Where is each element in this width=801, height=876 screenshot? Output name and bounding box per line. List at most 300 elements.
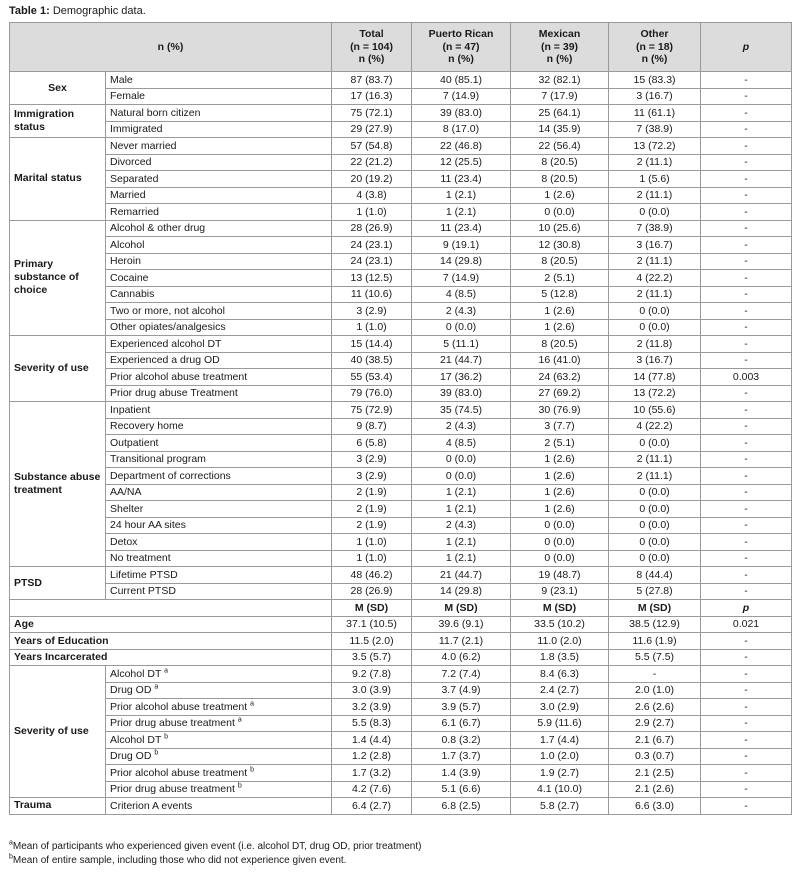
row-item: Recovery home: [106, 418, 332, 435]
value-cell: 1.4 (4.4): [332, 732, 412, 749]
value-cell: 6.6 (3.0): [609, 798, 701, 815]
table-row: [10, 435, 792, 452]
value-cell: 1 (2.1): [412, 204, 511, 221]
row-item-text: Prior drug abuse treatment: [110, 783, 235, 796]
value-cell: 75 (72.1): [332, 105, 412, 122]
msd-header-cell: M (SD): [332, 600, 412, 617]
value-cell: 8 (20.5): [511, 336, 609, 353]
value-cell: 1.7 (3.7): [412, 748, 511, 765]
footnote-marker: a: [250, 700, 254, 708]
value-cell: 33.5 (10.2): [511, 616, 609, 633]
footnote-marker: b: [164, 733, 168, 741]
row-item: Outpatient: [106, 435, 332, 452]
row-item: Department of corrections: [106, 468, 332, 485]
p-value-cell: -: [701, 187, 792, 204]
header-other: Other (n = 18) n (%): [609, 23, 701, 72]
row-item-text: Drug OD: [110, 750, 152, 763]
row-item: Inpatient: [106, 402, 332, 419]
p-value-cell: -: [701, 534, 792, 551]
value-cell: 14 (29.8): [412, 583, 511, 600]
value-cell: 0 (0.0): [609, 550, 701, 567]
p-value-cell: -: [701, 253, 792, 270]
p-value-cell: -: [701, 88, 792, 105]
p-value-cell: -: [701, 765, 792, 782]
value-cell: 11 (23.4): [412, 220, 511, 237]
value-cell: 24 (63.2): [511, 369, 609, 386]
table-row: [10, 649, 792, 666]
row-item: Current PTSD: [106, 583, 332, 600]
value-cell: 14 (77.8): [609, 369, 701, 386]
table-row: [10, 352, 792, 369]
value-cell: 35 (74.5): [412, 402, 511, 419]
row-item: 24 hour AA sites: [106, 517, 332, 534]
group-label: Severity of use: [10, 336, 106, 402]
value-cell: 4 (22.2): [609, 270, 701, 287]
value-cell: 8.4 (6.3): [511, 666, 609, 683]
value-cell: 27 (69.2): [511, 385, 609, 402]
footnote-a: [9, 840, 421, 854]
p-value-cell: -: [701, 550, 792, 567]
p-value-cell: -: [701, 237, 792, 254]
footnote-marker: b: [250, 766, 254, 774]
value-cell: 4.2 (7.6): [332, 781, 412, 798]
value-cell: 2 (11.1): [609, 154, 701, 171]
table-row: [10, 798, 792, 815]
value-cell: 1 (2.6): [511, 187, 609, 204]
value-cell: 28 (26.9): [332, 583, 412, 600]
p-value-cell: -: [701, 336, 792, 353]
value-cell: 28 (26.9): [332, 220, 412, 237]
value-cell: 6.8 (2.5): [412, 798, 511, 815]
value-cell: 22 (46.8): [412, 138, 511, 155]
value-cell: 4.1 (10.0): [511, 781, 609, 798]
value-cell: 2 (11.1): [609, 286, 701, 303]
table-row: [10, 138, 792, 155]
footnote-marker: b: [154, 749, 159, 757]
value-cell: 1 (1.0): [332, 534, 412, 551]
value-cell: 1 (2.6): [511, 303, 609, 320]
table-row: [10, 748, 792, 765]
value-cell: 7.2 (7.4): [412, 666, 511, 683]
p-value-cell: -: [701, 402, 792, 419]
row-item: Experienced alcohol DT: [106, 336, 332, 353]
value-cell: 3.5 (5.7): [332, 649, 412, 666]
p-value-cell: -: [701, 352, 792, 369]
msd-header-p: p: [701, 600, 792, 617]
msd-header-cell: M (SD): [412, 600, 511, 617]
row-item: Natural born citizen: [106, 105, 332, 122]
row-item-text: Alcohol DT: [110, 667, 162, 680]
value-cell: 11.5 (2.0): [332, 633, 412, 650]
value-cell: 2 (1.9): [332, 484, 412, 501]
value-cell: 0 (0.0): [511, 204, 609, 221]
p-value-cell: -: [701, 501, 792, 518]
p-value-cell: -: [701, 484, 792, 501]
p-value-cell: -: [701, 633, 792, 650]
value-cell: 2 (11.1): [609, 451, 701, 468]
value-cell: 1.8 (3.5): [511, 649, 609, 666]
table-row: [10, 666, 792, 683]
footnote-a-text: Mean of participants who experienced given event (i.e. alcohol DT, drug OD, prior treatment): [12, 841, 422, 852]
value-cell: 3 (2.9): [332, 451, 412, 468]
msd-header-row: [10, 600, 792, 617]
value-cell: 1 (1.0): [332, 204, 412, 221]
table-row: [10, 336, 792, 353]
p-value-cell: -: [701, 666, 792, 683]
table-row: [10, 220, 792, 237]
row-item: [106, 715, 332, 732]
row-item: Separated: [106, 171, 332, 188]
group-label: Sex: [10, 72, 106, 105]
value-cell: 1.2 (2.8): [332, 748, 412, 765]
table-row: [10, 765, 792, 782]
value-cell: 5.5 (7.5): [609, 649, 701, 666]
table-row: [10, 204, 792, 221]
value-cell: 1 (2.6): [511, 484, 609, 501]
value-cell: 5 (11.1): [412, 336, 511, 353]
group-label: PTSD: [10, 567, 106, 600]
value-cell: 1 (2.1): [412, 484, 511, 501]
value-cell: 5.5 (8.3): [332, 715, 412, 732]
msd-header-blank: [10, 600, 332, 617]
value-cell: 79 (76.0): [332, 385, 412, 402]
value-cell: 24 (23.1): [332, 237, 412, 254]
p-value-cell: -: [701, 204, 792, 221]
p-value-cell: -: [701, 72, 792, 89]
value-cell: 2.6 (2.6): [609, 699, 701, 716]
value-cell: 11 (61.1): [609, 105, 701, 122]
value-cell: 9 (8.7): [332, 418, 412, 435]
footnote-marker: a: [164, 667, 168, 675]
value-cell: 24 (23.1): [332, 253, 412, 270]
table-row: [10, 88, 792, 105]
p-value-cell: -: [701, 121, 792, 138]
value-cell: 5.1 (6.6): [412, 781, 511, 798]
value-cell: 2 (11.1): [609, 468, 701, 485]
table-row: [10, 187, 792, 204]
value-cell: 0 (0.0): [609, 435, 701, 452]
value-cell: 2.0 (1.0): [609, 682, 701, 699]
value-cell: 2.1 (6.7): [609, 732, 701, 749]
table-row: [10, 468, 792, 485]
row-item-text: Prior alcohol abuse treatment: [110, 766, 248, 779]
row-item: Other opiates/analgesics: [106, 319, 332, 336]
row-item: [106, 748, 332, 765]
value-cell: 3.9 (5.7): [412, 699, 511, 716]
value-cell: 1 (2.1): [412, 534, 511, 551]
value-cell: 1 (2.6): [511, 468, 609, 485]
value-cell: 2.9 (2.7): [609, 715, 701, 732]
p-value-cell: -: [701, 732, 792, 749]
footnote-a-marker: a: [9, 839, 13, 847]
p-value-cell: -: [701, 138, 792, 155]
row-item: Transitional program: [106, 451, 332, 468]
value-cell: 2.1 (2.5): [609, 765, 701, 782]
value-cell: 1 (1.0): [332, 319, 412, 336]
value-cell: 19 (48.7): [511, 567, 609, 584]
value-cell: 25 (64.1): [511, 105, 609, 122]
value-cell: 0 (0.0): [412, 319, 511, 336]
table-row: [10, 105, 792, 122]
value-cell: 1 (2.1): [412, 187, 511, 204]
value-cell: 1.9 (2.7): [511, 765, 609, 782]
value-cell: 2 (4.3): [412, 517, 511, 534]
row-item: Divorced: [106, 154, 332, 171]
p-value-cell: -: [701, 748, 792, 765]
value-cell: 3.0 (2.9): [511, 699, 609, 716]
row-item: [106, 732, 332, 749]
value-cell: 7 (14.9): [412, 270, 511, 287]
value-cell: 38.5 (12.9): [609, 616, 701, 633]
value-cell: 2 (1.9): [332, 517, 412, 534]
row-item: No treatment: [106, 550, 332, 567]
p-value-cell: -: [701, 649, 792, 666]
table-row: [10, 286, 792, 303]
value-cell: 32 (82.1): [511, 72, 609, 89]
value-cell: 11.7 (2.1): [412, 633, 511, 650]
row-item: Prior alcohol abuse treatment: [106, 369, 332, 386]
table-row: [10, 451, 792, 468]
continuous-label: Age: [10, 616, 332, 633]
row-item: Shelter: [106, 501, 332, 518]
value-cell: 17 (36.2): [412, 369, 511, 386]
group-label: Primary substance of choice: [10, 220, 106, 336]
p-value-cell: -: [701, 583, 792, 600]
value-cell: 39.6 (9.1): [412, 616, 511, 633]
table-caption: [9, 5, 146, 17]
p-value-cell: -: [701, 699, 792, 716]
p-value-cell: -: [701, 435, 792, 452]
value-cell: 5.8 (2.7): [511, 798, 609, 815]
value-cell: 10 (25.6): [511, 220, 609, 237]
value-cell: 3 (16.7): [609, 88, 701, 105]
group-label: Immigration status: [10, 105, 106, 138]
table-row: [10, 732, 792, 749]
value-cell: 16 (41.0): [511, 352, 609, 369]
value-cell: 2.1 (2.6): [609, 781, 701, 798]
table-row: [10, 501, 792, 518]
table-row: [10, 171, 792, 188]
p-value-cell: 0.003: [701, 369, 792, 386]
value-cell: 0 (0.0): [609, 204, 701, 221]
value-cell: 0 (0.0): [412, 451, 511, 468]
p-value-cell: -: [701, 517, 792, 534]
group-label: Severity of use: [10, 666, 106, 798]
value-cell: 37.1 (10.5): [332, 616, 412, 633]
group-label: Marital status: [10, 138, 106, 221]
row-item: Lifetime PTSD: [106, 567, 332, 584]
row-item: [106, 699, 332, 716]
continuous-label: Years Incarcerated: [10, 649, 332, 666]
value-cell: 1.7 (3.2): [332, 765, 412, 782]
header-total: Total (n = 104) n (%): [332, 23, 412, 72]
p-value-cell: -: [701, 418, 792, 435]
value-cell: 2.4 (2.7): [511, 682, 609, 699]
value-cell: 7 (38.9): [609, 121, 701, 138]
value-cell: 8 (44.4): [609, 567, 701, 584]
p-value-cell: -: [701, 798, 792, 815]
p-value-cell: -: [701, 567, 792, 584]
value-cell: 22 (56.4): [511, 138, 609, 155]
value-cell: 39 (83.0): [412, 385, 511, 402]
value-cell: 3 (2.9): [332, 303, 412, 320]
demographic-table: [9, 22, 792, 815]
value-cell: 21 (44.7): [412, 567, 511, 584]
value-cell: 4 (3.8): [332, 187, 412, 204]
row-item: Two or more, not alcohol: [106, 303, 332, 320]
value-cell: 87 (83.7): [332, 72, 412, 89]
value-cell: 8 (20.5): [511, 171, 609, 188]
value-cell: 3.7 (4.9): [412, 682, 511, 699]
value-cell: 7 (14.9): [412, 88, 511, 105]
group-label: Trauma: [10, 798, 106, 815]
value-cell: 0 (0.0): [511, 550, 609, 567]
value-cell: 1 (2.6): [511, 501, 609, 518]
p-value-cell: -: [701, 715, 792, 732]
value-cell: 2 (5.1): [511, 270, 609, 287]
value-cell: 15 (14.4): [332, 336, 412, 353]
table-row: [10, 699, 792, 716]
value-cell: 75 (72.9): [332, 402, 412, 419]
row-item: Married: [106, 187, 332, 204]
value-cell: 1.7 (4.4): [511, 732, 609, 749]
value-cell: 0.8 (3.2): [412, 732, 511, 749]
value-cell: 11 (10.6): [332, 286, 412, 303]
table-row: [10, 253, 792, 270]
table-row: [10, 567, 792, 584]
value-cell: 30 (76.9): [511, 402, 609, 419]
msd-header-cell: M (SD): [609, 600, 701, 617]
row-item: [106, 781, 332, 798]
table-row: [10, 154, 792, 171]
p-value-cell: -: [701, 171, 792, 188]
table-row: [10, 534, 792, 551]
value-cell: 3.0 (3.9): [332, 682, 412, 699]
table-row: [10, 402, 792, 419]
p-value-cell: -: [701, 682, 792, 699]
p-value-cell: -: [701, 319, 792, 336]
value-cell: 4 (22.2): [609, 418, 701, 435]
value-cell: 1 (5.6): [609, 171, 701, 188]
value-cell: 21 (44.7): [412, 352, 511, 369]
value-cell: 0 (0.0): [412, 468, 511, 485]
value-cell: 0 (0.0): [609, 303, 701, 320]
value-cell: 0 (0.0): [511, 534, 609, 551]
table-body: [10, 72, 792, 815]
header-category: n (%): [10, 23, 332, 72]
footnote-b-marker: b: [9, 853, 13, 861]
p-value-cell: -: [701, 220, 792, 237]
row-item: Experienced a drug OD: [106, 352, 332, 369]
p-value-cell: -: [701, 468, 792, 485]
table-row: [10, 583, 792, 600]
table-row: [10, 682, 792, 699]
value-cell: 8 (20.5): [511, 154, 609, 171]
value-cell: 3.2 (3.9): [332, 699, 412, 716]
row-item: Prior drug abuse Treatment: [106, 385, 332, 402]
value-cell: 4.0 (6.2): [412, 649, 511, 666]
row-item: Alcohol: [106, 237, 332, 254]
p-value-cell: -: [701, 781, 792, 798]
row-item: [106, 765, 332, 782]
value-cell: 0 (0.0): [609, 501, 701, 518]
value-cell: 0 (0.0): [609, 484, 701, 501]
value-cell: 1 (2.6): [511, 451, 609, 468]
footnote-b-text: Mean of entire sample, including those who did not experience given event.: [12, 855, 347, 866]
table-row: [10, 369, 792, 386]
value-cell: 9 (23.1): [511, 583, 609, 600]
row-item: Immigrated: [106, 121, 332, 138]
header-p: p: [701, 23, 792, 72]
continuous-label: Years of Education: [10, 633, 332, 650]
footnote-marker: b: [237, 782, 242, 790]
row-item-text: Prior drug abuse treatment: [110, 717, 235, 730]
group-label: Substance abuse treatment: [10, 402, 106, 567]
value-cell: 3 (16.7): [609, 352, 701, 369]
value-cell: 13 (72.2): [609, 385, 701, 402]
value-cell: 12 (25.5): [412, 154, 511, 171]
value-cell: 11.6 (1.9): [609, 633, 701, 650]
row-item: [106, 682, 332, 699]
value-cell: 4 (8.5): [412, 286, 511, 303]
p-value-cell: -: [701, 385, 792, 402]
footnote-marker: a: [237, 716, 242, 724]
row-item: Remarried: [106, 204, 332, 221]
table-notes: [9, 840, 421, 868]
table-row: [10, 484, 792, 501]
value-cell: 13 (72.2): [609, 138, 701, 155]
value-cell: 12 (30.8): [511, 237, 609, 254]
footnote-b: [9, 854, 421, 868]
value-cell: 6.1 (6.7): [412, 715, 511, 732]
table-row: [10, 72, 792, 89]
value-cell: 17 (16.3): [332, 88, 412, 105]
value-cell: 48 (46.2): [332, 567, 412, 584]
row-item: [106, 666, 332, 683]
table-row: [10, 616, 792, 633]
value-cell: 0 (0.0): [609, 534, 701, 551]
value-cell: 7 (17.9): [511, 88, 609, 105]
value-cell: 0 (0.0): [609, 517, 701, 534]
value-cell: 6 (5.8): [332, 435, 412, 452]
value-cell: 14 (29.8): [412, 253, 511, 270]
p-value-cell: -: [701, 286, 792, 303]
value-cell: 5.9 (11.6): [511, 715, 609, 732]
value-cell: 0 (0.0): [609, 319, 701, 336]
value-cell: 39 (83.0): [412, 105, 511, 122]
row-item: Never married: [106, 138, 332, 155]
table-row: [10, 550, 792, 567]
p-value-cell: -: [701, 303, 792, 320]
value-cell: 11.0 (2.0): [511, 633, 609, 650]
value-cell: 2 (1.9): [332, 501, 412, 518]
value-cell: 3 (2.9): [332, 468, 412, 485]
footnote-marker: a: [154, 683, 159, 691]
value-cell: 2 (11.1): [609, 253, 701, 270]
row-item: Female: [106, 88, 332, 105]
row-item: Criterion A events: [106, 798, 332, 815]
table-row: [10, 517, 792, 534]
header-puerto-rican: Puerto Rican (n = 47) n (%): [412, 23, 511, 72]
table-row: [10, 715, 792, 732]
row-item: Heroin: [106, 253, 332, 270]
value-cell: 8 (17.0): [412, 121, 511, 138]
table-row: [10, 237, 792, 254]
table-row: [10, 303, 792, 320]
table-caption-text: Demographic data.: [49, 5, 146, 17]
value-cell: 3 (7.7): [511, 418, 609, 435]
value-cell: 2 (4.3): [412, 303, 511, 320]
